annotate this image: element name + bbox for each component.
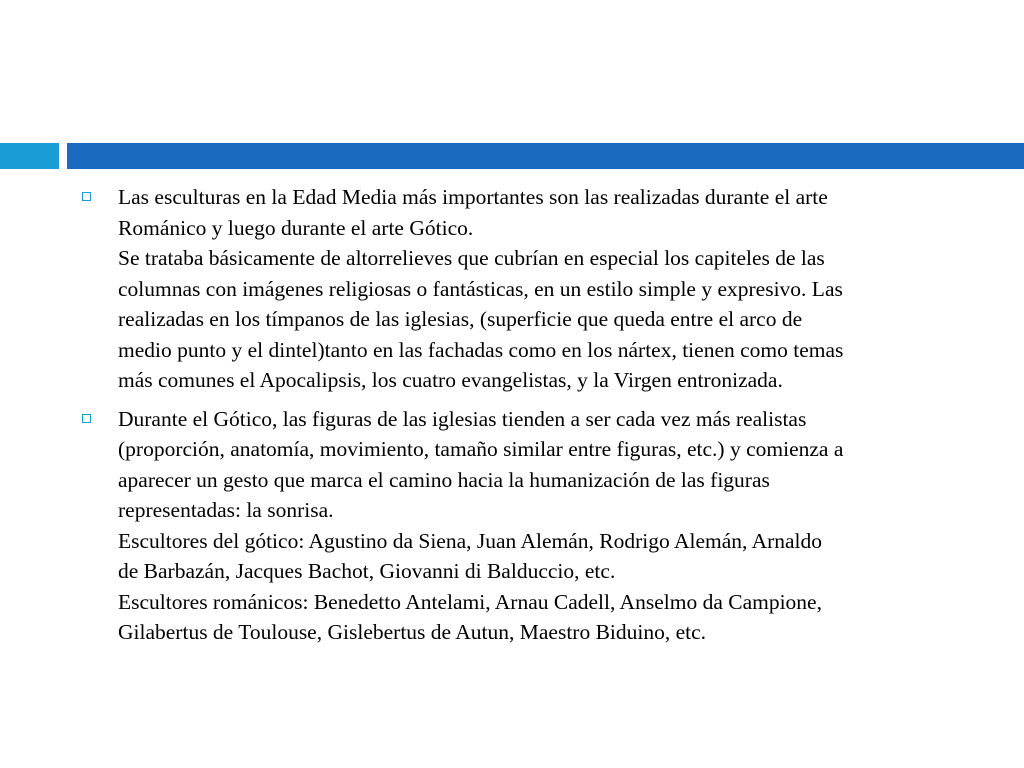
bullet-item-gothic-sculpture	[80, 404, 1000, 648]
text-line: aparecer un gesto que marca el camino hacia la humanización de las figuras	[118, 467, 770, 492]
text-line: de Barbazán, Jacques Bachot, Giovanni di Balduccio, etc.	[118, 559, 616, 583]
text-line: Las esculturas en la Edad Media más importantes son las realizadas durante el arte	[118, 185, 828, 209]
text-line: Gilabertus de Toulouse, Gislebertus de Autun, Maestro Biduino, etc.	[118, 620, 707, 644]
text-line: Escultores románicos: Benedetto Antelami, Arnau Cadell, Anselmo da Campione,	[118, 589, 822, 614]
square-bullet-icon	[82, 414, 91, 423]
text-line: medio punto y el dintel)tanto en las fachadas como en los nártex, tienen como temas	[118, 337, 844, 362]
text-line: más comunes el Apocalipsis, los cuatro evangelistas, y la Virgen entronizada.	[118, 368, 783, 392]
text-line: (proporción, anatomía, movimiento, tamaño similar entre figuras, etc.) y comienza a	[118, 437, 844, 461]
header-accent-bar-right	[67, 143, 1024, 169]
header-accent-bar-left	[0, 143, 59, 169]
text-line: realizadas en los tímpanos de las iglesias, (superficie que queda entre el arco de	[118, 307, 803, 331]
text-line: Románico y luego durante el arte Gótico.	[118, 215, 474, 240]
text-line: Escultores del gótico: Agustino da Siena, Juan Alemán, Rodrigo Alemán, Arnaldo	[118, 528, 823, 553]
text-line: Se trataba básicamente de altorrelieves que cubrían en especial los capiteles de las	[118, 246, 825, 270]
square-bullet-icon	[82, 192, 91, 201]
slide-body	[80, 182, 1000, 656]
bullet-item-sculpture-overview	[80, 182, 1000, 396]
text-line: columnas con imágenes religiosas o fantásticas, en un estilo simple y expresivo. Las	[118, 276, 843, 301]
text-line: Durante el Gótico, las figuras de las iglesias tienden a ser cada vez más realistas	[118, 406, 807, 431]
text-line: representadas: la sonrisa.	[118, 498, 334, 522]
